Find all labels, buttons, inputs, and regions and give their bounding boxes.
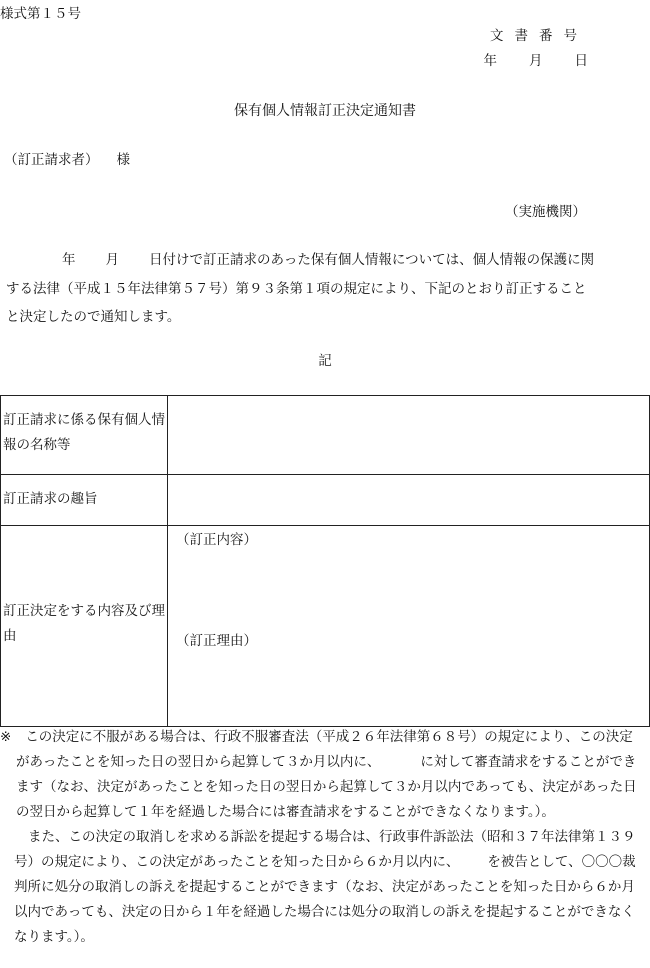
date-day-label: 日 [574, 53, 588, 69]
note-1-part-a: この決定に不服がある場合は、行政不服審査法（平成２６年法律第６８号）の規定により、この決定があったことを知った日の翌日から起算して３か月以内に、 [16, 729, 633, 770]
body-text: 日付けで訂正請求のあった保有個人情報については、個人情報の保護に関する法律（平成１５年法律第５７号）第９３条第１項の規定により、下記のとおり訂正することと決定したので通知します。 [6, 252, 595, 326]
body-month: 月 [105, 252, 119, 268]
row3-value-cell [168, 526, 650, 727]
table-row [1, 475, 650, 526]
table-row [1, 526, 650, 727]
note-mark: ※ [0, 729, 12, 745]
row3-sub-content: （訂正内容） [176, 532, 257, 548]
ki-heading: 記 [318, 353, 332, 369]
body-year: 年 [62, 252, 76, 268]
row2-value-cell [168, 475, 650, 526]
note-2 [0, 825, 640, 950]
row3-sub-reason: （訂正理由） [176, 633, 257, 649]
row3-label: 訂正決定をする内容及び理由 [3, 603, 165, 644]
agency-label: （実施機関） [505, 204, 586, 220]
row2-label: 訂正請求の趣旨 [3, 491, 98, 507]
table-row [1, 396, 650, 475]
date-month-label: 月 [529, 53, 543, 69]
form-number: 様式第１５号 [0, 6, 81, 22]
note-1-part-b: に対して審査請求をすることができます（なお、決定があったことを知った日の翌日から起算して３か月以内であっても、決定があった日の翌日から起算して１年を経過した場合には審査請求をすることができなくなります。）。 [16, 754, 637, 820]
row1-label: 訂正請求に係る保有個人情報の名称等 [3, 412, 165, 453]
recipient-honorific: 様 [116, 152, 130, 168]
note-2-part-b: を被告として、〇〇〇裁判所に処分の取消しの訴えを提起することができます（なお、決定があったことを知った日から６か月以内であっても、決定の日から１年を経過した場合には処分の取消しの訴えを提起することができなくなります。）。 [14, 854, 636, 945]
date-line [484, 49, 589, 69]
row2-label-cell [1, 475, 168, 526]
recipient-line [4, 148, 130, 168]
note-2-part-a: また、この決定の取消しを求める訴訟を提起する場合は、行政事件訴訟法（昭和３７年法律第１３９号）の規定により、この決定があったことを知った日から６か月以内に、 [14, 829, 636, 870]
decision-table [0, 395, 650, 727]
note-1 [0, 725, 640, 825]
body-paragraph [6, 246, 596, 332]
row3-label-cell [1, 526, 168, 727]
recipient-label: （訂正請求者） [4, 152, 99, 168]
date-year-label: 年 [483, 53, 497, 69]
notes-section [0, 725, 640, 950]
row1-value-cell [168, 396, 650, 475]
row1-label-cell [1, 396, 168, 475]
document-title: 保有個人情報訂正決定通知書 [234, 103, 416, 119]
document-number-label: 文書番号 [490, 28, 588, 44]
